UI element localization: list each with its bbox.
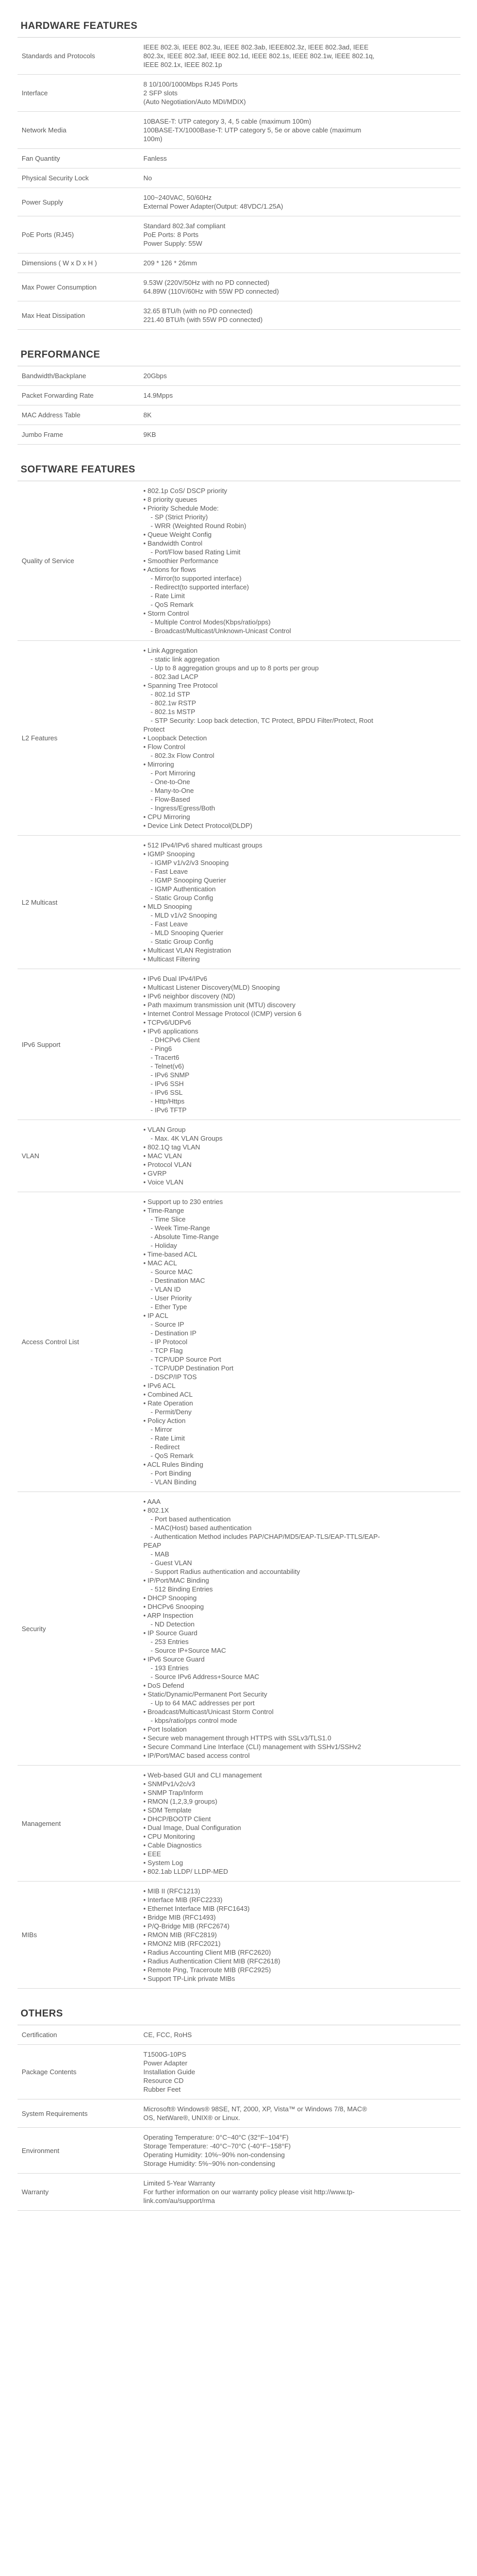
spec-value-line: Storage Temperature: -40°C~70°C (-40°F~158°F) [143,2142,291,2150]
spec-value-line: - Source IPv6 Address+Source MAC [151,1673,259,1681]
spec-value-line: • AAA [143,1498,161,1505]
spec-value [123,1882,460,1989]
spec-value-line: IEEE 802.3i, IEEE 802.3u, IEEE 802.3ab, IEEE802.3z, IEEE 802.3ad, IEEE [143,43,369,51]
spec-row-dimensions-w-x-d-x-h [18,253,460,273]
spec-label: L2 Features [18,641,123,836]
spec-label: Max Power Consumption [18,273,123,301]
spec-value-line: • CPU Mirroring [143,813,190,821]
spec-value-line: • Broadcast/Multicast/Unicast Storm Control [143,1708,274,1716]
spec-value-line: For further information on our warranty policy please visit http://www.tp- [143,2188,355,2196]
spec-row-management [18,1766,460,1882]
spec-value-line: • IPv6 Source Guard [143,1655,205,1663]
spec-value-line: - Permit/Deny [151,1408,192,1416]
spec-value-line: • 802.1p CoS/ DSCP priority [143,487,227,495]
spec-row-environment [18,2128,460,2174]
spec-label: Network Media [18,112,123,149]
spec-label: Max Heat Dissipation [18,301,123,330]
spec-value [123,75,460,112]
spec-row-bandwidth-backplane [18,366,460,386]
spec-label: Package Contents [18,2045,123,2099]
spec-value [123,2174,460,2211]
spec-value-line: - Ingress/Egress/Both [151,804,215,812]
spec-value-line: • Interface MIB (RFC2233) [143,1896,223,1904]
spec-value-line: 20Gbps [143,372,167,380]
spec-value-line: • Multicast VLAN Registration [143,946,232,954]
spec-label: Packet Forwarding Rate [18,386,123,405]
spec-value-line: Protect [143,725,165,733]
spec-value-line: - Max. 4K VLAN Groups [151,1134,223,1142]
spec-row-access-control-list [18,1192,460,1492]
spec-value-line: • 802.1X [143,1506,169,1514]
spec-value-line: - QoS Remark [151,1452,194,1460]
spec-value-line: - Source IP [151,1320,185,1328]
spec-value-line: CE, FCC, RoHS [143,2031,192,2039]
spec-value-line: Installation Guide [143,2068,195,2076]
spec-value-line: • ARP Inspection [143,1612,193,1619]
spec-value-line: - Redirect(to supported interface) [151,583,249,591]
spec-value-line: 9.53W (220V/50Hz with no PD connected) [143,279,270,286]
spec-value-line: • RMON (1,2,3,9 groups) [143,1798,218,1805]
spec-value [123,386,460,405]
spec-value-line: - Flow-Based [151,795,190,803]
spec-row-standards-and-protocols [18,38,460,75]
spec-value-line: 8 10/100/1000Mbps RJ45 Ports [143,80,238,88]
spec-value-line: - STP Security: Loop back detection, TC Protect, BPDU Filter/Protect, Root [151,717,373,724]
spec-label: System Requirements [18,2099,123,2128]
spec-row-poe-ports-rj45 [18,216,460,253]
spec-value-line: - 512 Binding Entries [151,1585,213,1593]
spec-value-line: • Internet Control Message Protocol (ICMP) version 6 [143,1010,302,1018]
spec-value-line: - Rate Limit [151,1434,185,1442]
spec-value-line: 10BASE-T: UTP category 3, 4, 5 cable (maximum 100m) [143,117,311,125]
spec-value [123,425,460,445]
spec-value-line: • Rate Operation [143,1399,193,1407]
spec-label: IPv6 Support [18,969,123,1120]
spec-value-line: - MAC(Host) based authentication [151,1524,252,1532]
spec-value-line: • MAC ACL [143,1259,177,1267]
spec-value-line: • Port Isolation [143,1725,187,1733]
spec-table-performance [18,366,460,445]
spec-label: Management [18,1766,123,1882]
spec-value-line: - Fast Leave [151,868,188,875]
spec-value-line: External Power Adapter(Output: 48VDC/1.25A) [143,202,283,210]
spec-value-line: Power Adapter [143,2059,188,2067]
spec-value-line: • System Log [143,1859,183,1867]
spec-value [123,2045,460,2099]
spec-value-line: • Multicast Filtering [143,955,200,963]
spec-row-certification [18,2025,460,2045]
spec-value-line: - VLAN Binding [151,1478,196,1486]
spec-value-line: • EEE [143,1850,161,1858]
spec-value-line: Microsoft® Windows® 98SE, NT, 2000, XP, Vista™ or Windows 7/8, MAC® [143,2105,367,2113]
spec-value-line: - TCP Flag [151,1347,183,1354]
spec-value-line: - Ether Type [151,1303,187,1311]
spec-value-line: - SP (Strict Priority) [151,513,208,521]
spec-value-line: - kbps/ratio/pps control mode [151,1717,237,1724]
spec-value-line: PEAP [143,1541,161,1549]
spec-row-l2-features [18,641,460,836]
spec-label: Access Control List [18,1192,123,1492]
spec-value-line: OS, NetWare®, UNIX® or Linux. [143,2114,240,2122]
spec-value-line: No [143,174,152,182]
spec-value [123,2128,460,2174]
spec-value-line: - Absolute Time-Range [151,1233,219,1241]
spec-value-line: • Support TP-Link private MIBs [143,1975,235,1982]
spec-value-line: • IP Source Guard [143,1629,198,1637]
spec-value-line: • Policy Action [143,1417,186,1425]
spec-value-line: - Telnet(v6) [151,1062,184,1070]
spec-value-line: • Radius Authentication Client MIB (RFC2618) [143,1957,281,1965]
spec-value-line: Fanless [143,155,167,162]
spec-label: Quality of Service [18,481,123,641]
spec-value-line: • Time-Range [143,1207,184,1214]
spec-value-line: - Many-to-One [151,787,194,794]
spec-value-line: - IPv6 TFTP [151,1106,187,1114]
spec-value-line: Power Supply: 55W [143,240,203,247]
spec-row-packet-forwarding-rate [18,386,460,405]
spec-value [123,188,460,216]
spec-value-line: - TCP/UDP Destination Port [151,1364,234,1372]
spec-value-line: • IGMP Snooping [143,850,195,858]
spec-value [123,112,460,149]
spec-label: Standards and Protocols [18,38,123,75]
spec-value-line: - MLD v1/v2 Snooping [151,911,217,919]
spec-value-line: - Week Time-Range [151,1224,210,1232]
spec-value-line: • TCPv6/UDPv6 [143,1019,191,1026]
spec-row-quality-of-service [18,481,460,641]
spec-value-line: • Combined ACL [143,1391,193,1398]
spec-value-line: • 802.1ab LLDP/ LLDP-MED [143,1868,228,1875]
spec-row-fan-quantity [18,149,460,168]
spec-row-mibs [18,1882,460,1989]
spec-table-others [18,2025,460,2211]
spec-value-line: • Time-based ACL [143,1250,198,1258]
spec-row-ipv6-support [18,969,460,1120]
spec-value-line: - Tracert6 [151,1054,179,1061]
spec-label: Dimensions ( W x D x H ) [18,253,123,273]
spec-label: Certification [18,2025,123,2045]
spec-value-line: • Link Aggregation [143,647,198,654]
spec-row-package-contents [18,2045,460,2099]
spec-value-line: • IPv6 Dual IPv4/IPv6 [143,975,207,982]
spec-label: MIBs [18,1882,123,1989]
spec-value-line: - Support Radius authentication and accountability [151,1568,300,1575]
spec-value-line: • Flow Control [143,743,186,751]
spec-value-line: - IP Protocol [151,1338,188,1346]
spec-value [123,273,460,301]
spec-value-line: - 802.1d STP [151,690,190,698]
spec-value-line: 8K [143,411,152,419]
spec-value-line: - Guest VLAN [151,1559,192,1567]
spec-value-line: • MAC VLAN [143,1152,182,1160]
spec-value-line: • 512 IPv4/IPv6 shared multicast groups [143,841,262,849]
spec-value-line: - Up to 64 MAC addresses per port [151,1699,255,1707]
spec-value-line: • IP/Port/MAC based access control [143,1752,250,1759]
spec-value [123,168,460,188]
spec-value-line: - Mirror(to supported interface) [151,574,242,582]
spec-row-system-requirements [18,2099,460,2128]
spec-value-line: • Path maximum transmission unit (MTU) discovery [143,1001,295,1009]
spec-value-line: • Radius Accounting Client MIB (RFC2620) [143,1948,271,1956]
spec-value-line: • IPv6 ACL [143,1382,176,1389]
spec-value-line: • RMON2 MIB (RFC2021) [143,1940,221,1947]
spec-row-interface [18,75,460,112]
spec-value-line: 2 SFP slots [143,89,178,97]
spec-value-line: - DSCP/IP TOS [151,1373,197,1381]
spec-value-line: • Support up to 230 entries [143,1198,223,1206]
spec-value-line: • Storm Control [143,609,189,617]
section-title-others: OTHERS [18,1989,460,2025]
spec-value-line: • Secure Command Line Interface (CLI) management with SSHv1/SSHv2 [143,1743,361,1751]
spec-value-line: - 802.1s MSTP [151,708,195,716]
spec-value-line: - Holiday [151,1242,177,1249]
spec-value-line: • CPU Monitoring [143,1833,195,1840]
spec-label: Bandwidth/Backplane [18,366,123,386]
spec-value-line: - Fast Leave [151,920,188,928]
spec-label: Physical Security Lock [18,168,123,188]
spec-value-line: • IP ACL [143,1312,169,1319]
spec-value-line: T1500G-10PS [143,2050,187,2058]
spec-value-line: • Actions for flows [143,566,196,573]
spec-value-line: • P/Q-Bridge MIB (RFC2674) [143,1922,230,1930]
spec-value-line: Storage Humidity: 5%~90% non-condensing [143,2160,275,2167]
spec-value-line: 32.65 BTU/h (with no PD connected) [143,307,253,315]
spec-value-line: • SNMPv1/v2c/v3 [143,1780,195,1788]
spec-value-line: - VLAN ID [151,1285,181,1293]
spec-value-line: - Mirror [151,1426,172,1433]
spec-value-line: • Device Link Detect Protocol(DLDP) [143,822,253,829]
spec-value-line: • Static/Dynamic/Permanent Port Security [143,1690,268,1698]
spec-value [123,253,460,273]
spec-value-line: (Auto Negotiation/Auto MDI/MDIX) [143,98,246,106]
spec-value-line: - Port based authentication [151,1515,231,1523]
spec-value-line: - 802.1w RSTP [151,699,196,707]
spec-value-line: • IPv6 neighbor discovery (ND) [143,992,235,1000]
spec-value-line: Rubber Feet [143,2086,181,2093]
spec-value-line: - 253 Entries [151,1638,189,1646]
spec-value-line: - IPv6 SNMP [151,1071,190,1079]
spec-value-line: • Remote Ping, Traceroute MIB (RFC2925) [143,1966,271,1974]
section-title-hardware-features: HARDWARE FEATURES [18,0,460,38]
spec-label: Warranty [18,2174,123,2211]
spec-value-line: - Multiple Control Modes(Kbps/ratio/pps) [151,618,271,626]
spec-table-software-features [18,481,460,1989]
spec-value-line: - IGMP Authentication [151,885,216,893]
spec-value-line: - 193 Entries [151,1664,189,1672]
spec-value-line: - Http/Https [151,1097,185,1105]
spec-value-line: - Rate Limit [151,592,185,600]
spec-label: Power Supply [18,188,123,216]
spec-value [123,641,460,836]
spec-value-line: • Smoothier Performance [143,557,219,565]
spec-value-line: • Multicast Listener Discovery(MLD) Snooping [143,984,280,991]
spec-value [123,149,460,168]
spec-value-line: - Ping6 [151,1045,172,1053]
spec-value [123,2099,460,2128]
spec-value-line: • Mirroring [143,760,174,768]
spec-row-l2-multicast [18,836,460,969]
spec-value-line: • DoS Defend [143,1682,184,1689]
spec-value [123,216,460,253]
spec-row-physical-security-lock [18,168,460,188]
spec-row-security [18,1492,460,1766]
spec-label: VLAN [18,1120,123,1192]
spec-value-line: • Spanning Tree Protocol [143,682,218,689]
spec-value-line: • DHCP Snooping [143,1594,197,1602]
spec-label: MAC Address Table [18,405,123,425]
spec-value-line: 64.89W (110V/60Hz with 55W PD connected) [143,287,279,295]
spec-value-line: - 802.3ad LACP [151,673,199,681]
spec-value-line: • 8 priority queues [143,496,198,503]
spec-value [123,969,460,1120]
spec-value-line: • DHCPv6 Snooping [143,1603,204,1611]
spec-label: PoE Ports (RJ45) [18,216,123,253]
spec-value-line: Operating Temperature: 0°C~40°C (32°F~104°F) [143,2133,289,2141]
spec-value [123,1120,460,1192]
spec-value [123,2025,460,2045]
spec-value-line: • MLD Snooping [143,903,192,910]
spec-label: Environment [18,2128,123,2174]
spec-row-warranty [18,2174,460,2211]
spec-value-line: 221.40 BTU/h (with 55W PD connected) [143,316,263,324]
spec-value-line: 100~240VAC, 50/60Hz [143,194,212,201]
spec-value-line: - Redirect [151,1443,180,1451]
spec-value-line: - Static Group Config [151,938,213,945]
spec-value [123,1492,460,1766]
spec-value-line: • Priority Schedule Mode: [143,504,219,512]
spec-value-line: • 802.1Q tag VLAN [143,1143,201,1151]
spec-label: Interface [18,75,123,112]
spec-value [123,1192,460,1492]
spec-value-line: • Ethernet Interface MIB (RFC1643) [143,1905,250,1912]
spec-value-line: 802.3x, IEEE 802.3af, IEEE 802.1d, IEEE 802.1s, IEEE 802.1w, IEEE 802.1q, [143,52,375,60]
spec-value-line: • ACL Rules Binding [143,1461,204,1468]
spec-value-line: • VLAN Group [143,1126,186,1133]
spec-value-line: - Broadcast/Multicast/Unknown-Unicast Control [151,627,291,635]
spec-value-line: • Queue Weight Config [143,531,212,538]
spec-value-line: - QoS Remark [151,601,194,608]
spec-value-line: - Up to 8 aggregation groups and up to 8 ports per group [151,664,319,672]
spec-value-line: • IPv6 applications [143,1027,199,1035]
spec-value-line: • SNMP Trap/Inform [143,1789,203,1797]
spec-value-line: • Dual Image, Dual Configuration [143,1824,241,1832]
spec-value-line: 100BASE-TX/1000Base-T: UTP category 5, 5e or above cable (maximum [143,126,361,134]
spec-value-line: • Bandwidth Control [143,539,203,547]
spec-value-line: - Source MAC [151,1268,193,1276]
spec-row-max-power-consumption [18,273,460,301]
spec-row-vlan [18,1120,460,1192]
spec-value-line: 100m) [143,135,162,143]
spec-row-jumbo-frame [18,425,460,445]
spec-value-line: • MIB II (RFC1213) [143,1887,201,1895]
spec-value-line: - DHCPv6 Client [151,1036,200,1044]
spec-value [123,1766,460,1882]
spec-value [123,366,460,386]
section-title-software-features: SOFTWARE FEATURES [18,445,460,481]
spec-label: Fan Quantity [18,149,123,168]
spec-value-line: • Voice VLAN [143,1178,184,1186]
spec-label: Security [18,1492,123,1766]
spec-value-line: Standard 802.3af compliant [143,222,225,230]
spec-label: L2 Multicast [18,836,123,969]
spec-value-line: - static link aggregation [151,655,220,663]
spec-value-line: - IPv6 SSL [151,1089,183,1096]
spec-value-line: - Port/Flow based Rating Limit [151,548,241,556]
spec-value-line: - User Priority [151,1294,192,1302]
spec-value-line: - Authentication Method includes PAP/CHAP/MD5/EAP-TLS/EAP-TTLS/EAP- [151,1533,380,1540]
spec-value-line: Operating Humidity: 10%~90% non-condensing [143,2151,285,2159]
spec-value-line: - Destination IP [151,1329,196,1337]
spec-value-line: • Bridge MIB (RFC1493) [143,1913,216,1921]
spec-value-line: • GVRP [143,1170,167,1177]
spec-value-line: • SDM Template [143,1806,192,1814]
spec-value-line: IEEE 802.1x, IEEE 802.1p [143,61,222,69]
spec-label: Jumbo Frame [18,425,123,445]
spec-table-hardware-features [18,38,460,330]
spec-row-power-supply [18,188,460,216]
section-title-performance: PERFORMANCE [18,330,460,366]
spec-value-line: • Secure web management through HTTPS with SSLv3/TLS1.0 [143,1734,332,1742]
spec-value-line: - One-to-One [151,778,190,786]
spec-value-line: • Protocol VLAN [143,1161,192,1168]
spec-value-line: - Static Group Config [151,894,213,902]
spec-value-line: - Port Binding [151,1469,191,1477]
spec-value [123,481,460,641]
spec-value-line: - WRR (Weighted Round Robin) [151,522,246,530]
spec-value-line: - IGMP Snooping Querier [151,876,226,884]
spec-value-line: - IGMP v1/v2/v3 Snooping [151,859,229,867]
spec-value-line: - Time Slice [151,1215,186,1223]
spec-row-max-heat-dissipation [18,301,460,330]
spec-value-line: - 802.3x Flow Control [151,752,215,759]
spec-value-line: • IP/Port/MAC Binding [143,1577,209,1584]
spec-row-mac-address-table [18,405,460,425]
spec-value-line: link.com/au/support/rma [143,2197,215,2205]
spec-value-line: - Port Mirroring [151,769,195,777]
spec-value-line: - Destination MAC [151,1277,205,1284]
spec-value-line: - MLD Snooping Querier [151,929,223,937]
spec-row-network-media [18,112,460,149]
spec-value-line: • DHCP/BOOTP Client [143,1815,211,1823]
spec-value-line: - MAB [151,1550,170,1558]
spec-value [123,38,460,75]
spec-value-line: Limited 5-Year Warranty [143,2179,216,2187]
spec-value-line: - Source IP+Source MAC [151,1647,226,1654]
spec-value [123,405,460,425]
spec-value-line: 9KB [143,431,156,438]
spec-value-line: • Loopback Detection [143,734,207,742]
spec-value-line: • Cable Diagnostics [143,1841,202,1849]
spec-value-line: Resource CD [143,2077,184,2084]
spec-value-line: - IPv6 SSH [151,1080,184,1088]
spec-value-line: • Web-based GUI and CLI management [143,1771,262,1779]
spec-value-line: - TCP/UDP Source Port [151,1355,221,1363]
spec-value [123,301,460,330]
spec-value-line: 14.9Mpps [143,392,173,399]
spec-value-line: • RMON MIB (RFC2819) [143,1931,217,1939]
spec-value-line: PoE Ports: 8 Ports [143,231,199,239]
spec-value [123,836,460,969]
spec-value-line: 209 * 126 * 26mm [143,259,198,267]
spec-value-line: - ND Detection [151,1620,195,1628]
